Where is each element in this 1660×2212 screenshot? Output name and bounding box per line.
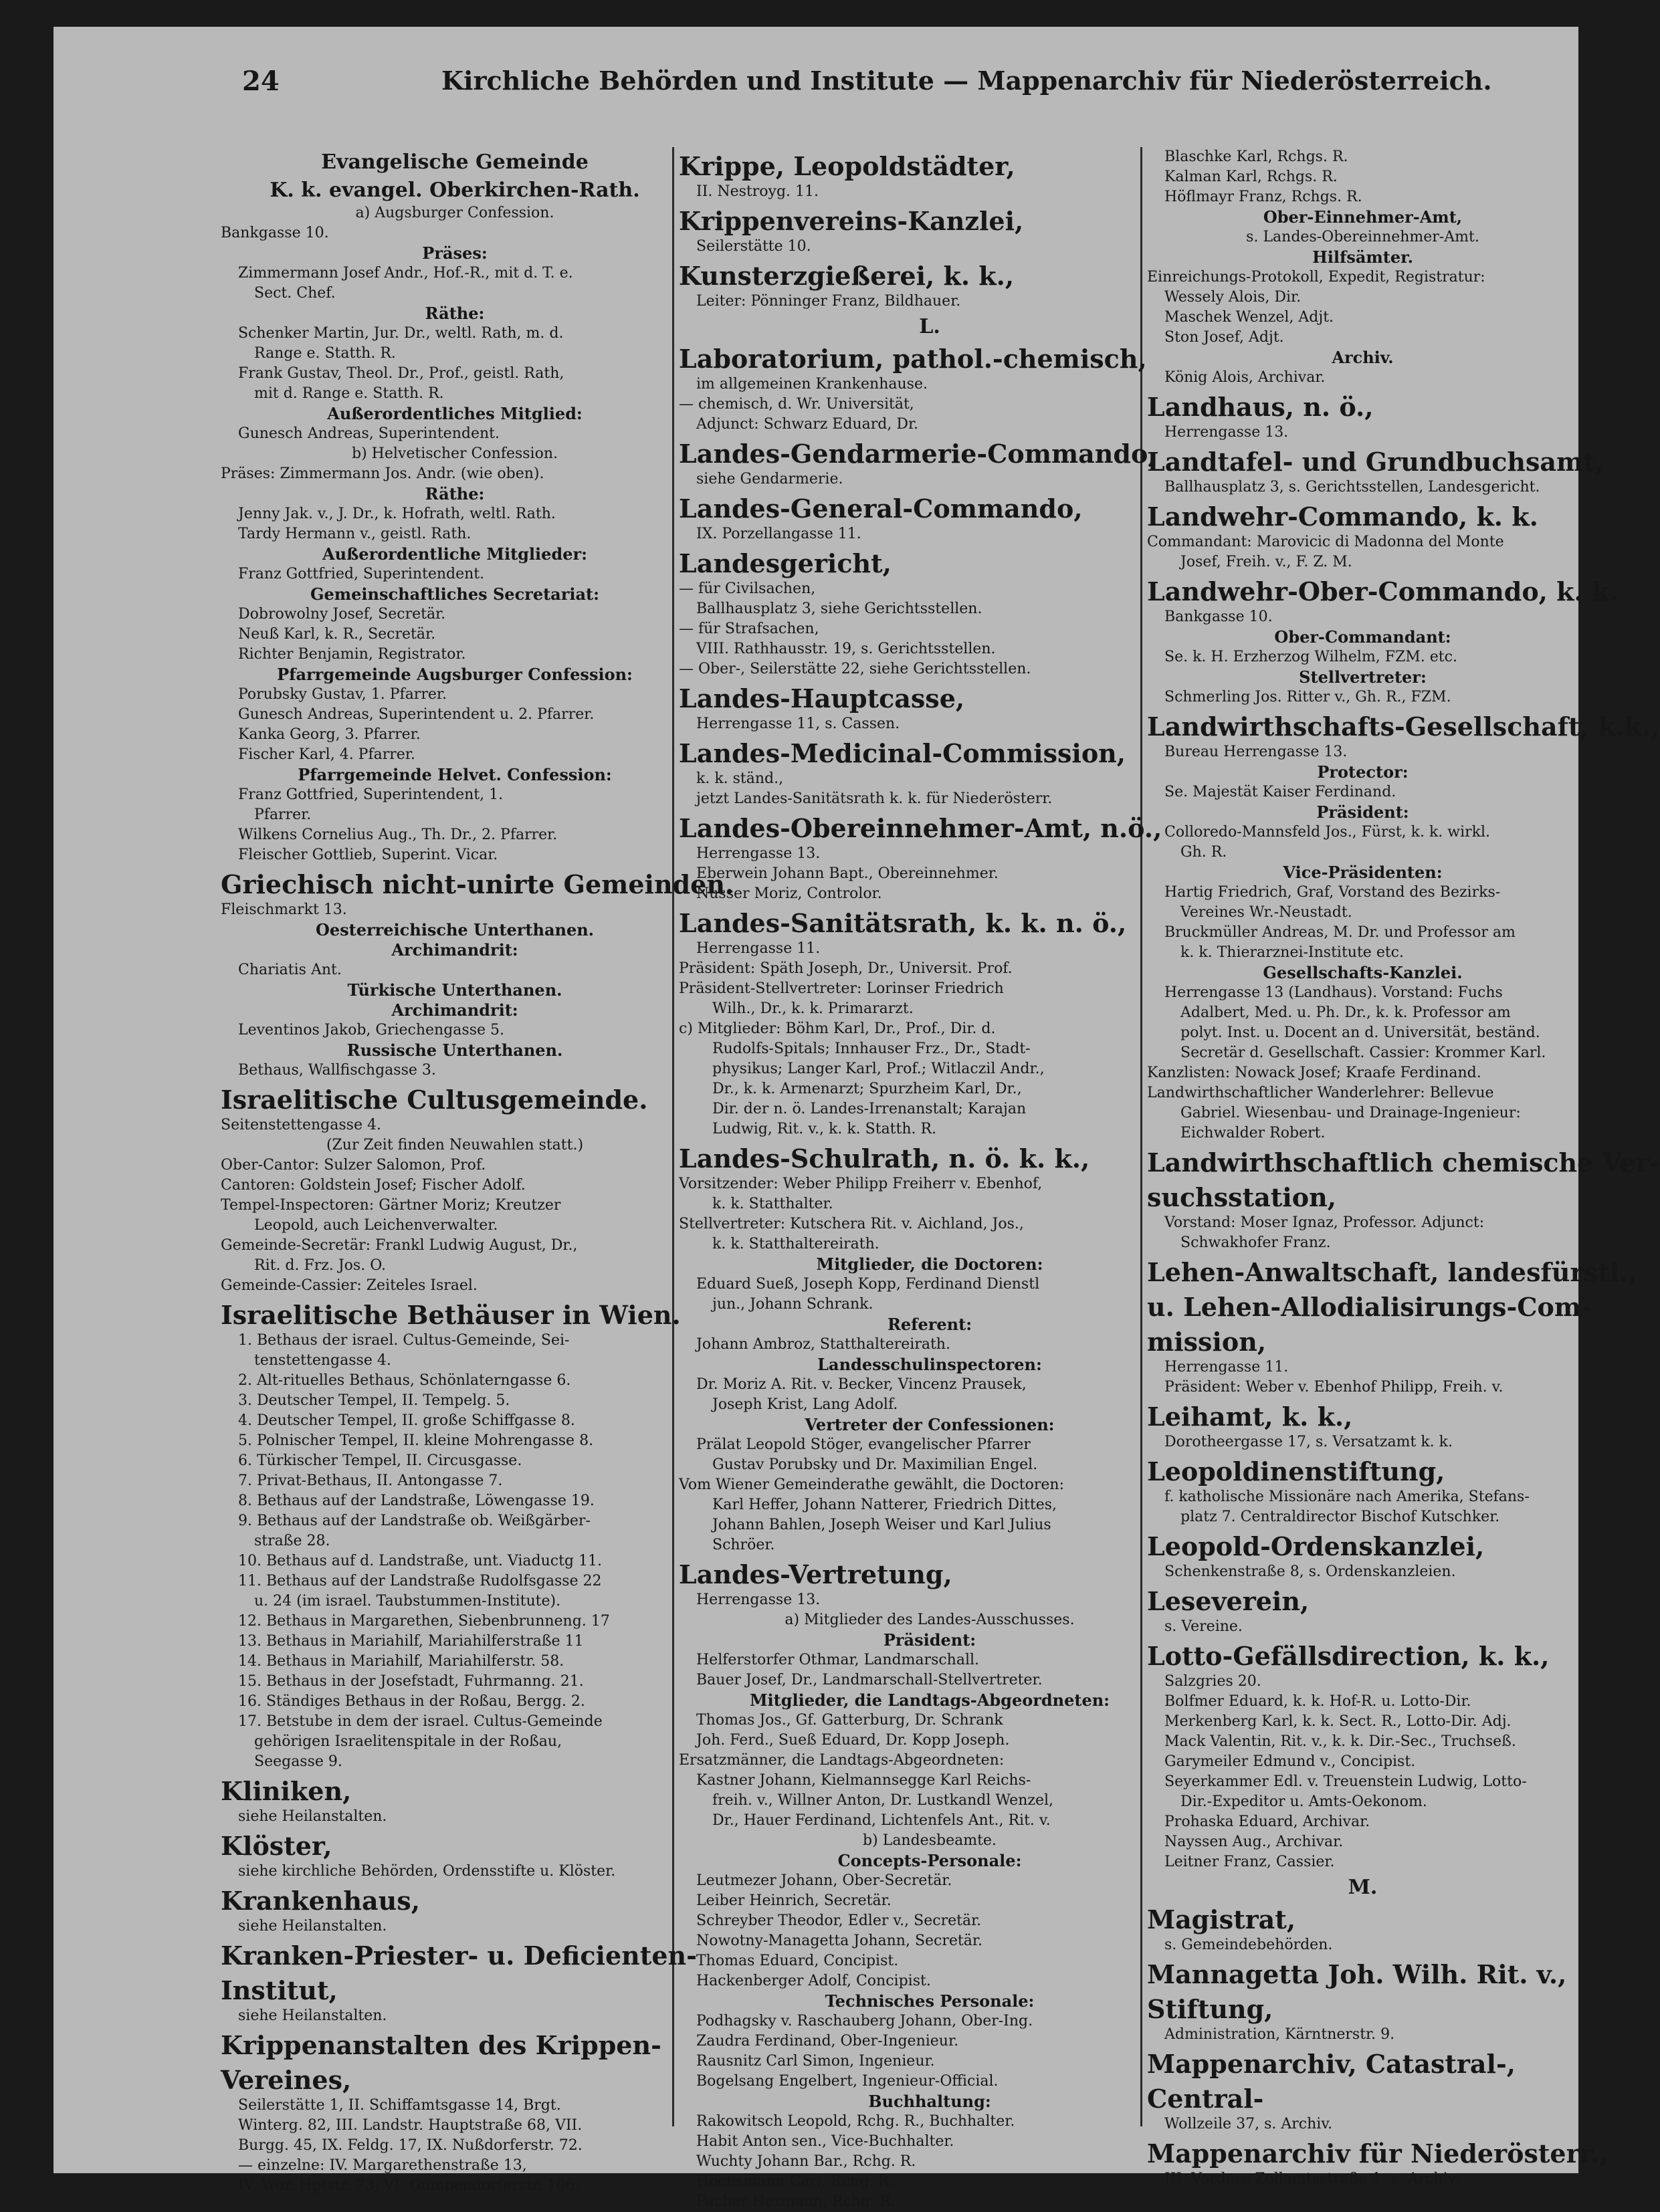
- entry-heading: u. Lehen-Allodialisirungs-Com-: [1147, 1292, 1592, 1322]
- entry-line: freih. v., Willner Anton, Dr. Lustkandl Wenzel,: [712, 1792, 1054, 1809]
- entry-heading: Pfarrgemeinde Augsburger Confession:: [277, 665, 633, 684]
- entry-line: platz 7. Centraldirector Bischof Kutschker.: [1180, 1509, 1500, 1525]
- entry-line: s. Gemeindebehörden.: [1164, 1937, 1333, 1953]
- entry-heading: Ober-Einnehmer-Amt,: [1263, 207, 1463, 227]
- entry-line: Seitenstettengasse 4.: [221, 1117, 381, 1133]
- entry-line: 6. Türkischer Tempel, II. Circusgasse.: [238, 1452, 522, 1469]
- entry-line: 2. Alt-rituelles Bethaus, Schönlaterngasse 6.: [238, 1372, 571, 1389]
- entry-line: Mack Valentin, Rit. v., k. k. Dir.-Sec., Truchseß.: [1164, 1733, 1516, 1750]
- entry-line: k. k. ständ.,: [696, 770, 784, 787]
- entry-line: 11. Bethaus auf der Landstraße Rudolfsgasse 22: [238, 1573, 602, 1589]
- entry-line: Dobrowolny Josef, Secretär.: [238, 606, 446, 623]
- entry-heading: Gesellschafts-Kanzlei.: [1263, 963, 1463, 982]
- entry-heading: Landesschulinspectoren:: [817, 1355, 1042, 1374]
- entry-line: Ersatzmänner, die Landtags-Abgeordneten:: [679, 1752, 1005, 1769]
- entry-heading: Stiftung,: [1147, 1994, 1273, 2024]
- entry-line: Höchsmann Carl, Rchg. R.: [696, 2173, 894, 2190]
- entry-line: Secretär d. Gesellschaft. Cassier: Krommer Karl.: [1180, 1044, 1546, 1061]
- entry-line: Range e. Statth. R.: [254, 345, 396, 362]
- entry-line: Josef, Freih. v., F. Z. M.: [1180, 554, 1352, 570]
- entry-line: Fischer Karl, 4. Pfarrer.: [238, 746, 415, 763]
- entry-line: Ballhausplatz 3, s. Gerichtsstellen, Landesgericht.: [1164, 479, 1540, 495]
- entry-heading: Concepts-Personale:: [837, 1851, 1022, 1870]
- entry-heading: Räthe:: [425, 484, 485, 504]
- entry-line: Herrengasse 11, s. Cassen.: [696, 715, 900, 732]
- entry-line: Commandant: Marovicic di Madonna del Monte: [1147, 534, 1504, 550]
- entry-line: Leitner Franz, Cassier.: [1164, 1854, 1335, 1870]
- entry-line: f. katholische Missionäre nach Amerika, Stefans-: [1164, 1488, 1530, 1505]
- entry-heading: Landhaus, n. ö.,: [1147, 392, 1374, 422]
- entry-line: Pacher Hermann, Rchg. R.: [696, 2193, 896, 2210]
- entry-heading: Leseverein,: [1147, 1586, 1310, 1616]
- entry-line: Wilkens Cornelius Aug., Th. Dr., 2. Pfarrer.: [238, 826, 558, 843]
- entry-line: k. k. Thierarznei-Institute etc.: [1180, 944, 1404, 961]
- entry-line: Schenkenstraße 8, s. Ordenskanzleien.: [1164, 1563, 1456, 1580]
- entry-line: Herrengasse 13 (Landhaus). Vorstand: Fuchs: [1164, 984, 1503, 1001]
- entry-line: polyt. Inst. u. Docent an d. Universität, beständ.: [1180, 1024, 1540, 1041]
- running-title: Kirchliche Behörden und Institute — Mappenarchiv für Niederösterreich.: [441, 66, 1492, 96]
- entry-line: — Ober-, Seilerstätte 22, siehe Gerichtsstellen.: [679, 661, 1031, 677]
- entry-heading: Außerordentliches Mitglied:: [327, 404, 583, 423]
- entry-line: — für Strafsachen,: [679, 621, 819, 637]
- entry-heading: Krippe, Leopoldstädter,: [679, 151, 1015, 181]
- entry-heading: Ober-Commandant:: [1274, 627, 1451, 647]
- entry-heading: Kranken-Priester- u. Deficienten-: [221, 1941, 697, 1971]
- entry-line: — einzelne: IV. Margarethenstraße 13,: [238, 2157, 527, 2174]
- entry-line: Ludwig, Rit. v., k. k. Statth. R.: [712, 1121, 937, 1137]
- entry-line: Leopold, auch Leichenverwalter.: [254, 1217, 498, 1234]
- entry-heading: suchsstation,: [1147, 1182, 1336, 1212]
- entry-line: siehe Heilanstalten.: [238, 1918, 387, 1934]
- entry-line: 14. Bethaus in Mariahilf, Mariahilferstr. 58.: [238, 1653, 564, 1670]
- entry-line: Podhagsky v. Raschauberg Johann, Ober-Ing.: [696, 2013, 1033, 2029]
- entry-line: 16. Ständiges Bethaus in der Roßau, Bergg. 2.: [238, 1693, 585, 1710]
- entry-heading: Archiv.: [1332, 348, 1394, 367]
- entry-heading: Kliniken,: [221, 1776, 352, 1806]
- entry-line: Leventinos Jakob, Griechengasse 5.: [238, 1022, 505, 1038]
- column-left: [221, 147, 734, 2194]
- entry-heading: L.: [919, 315, 940, 338]
- entry-line: Fleischer Gottlieb, Superint. Vicar.: [238, 847, 498, 863]
- entry-line: Rit. d. Frz. Jos. O.: [254, 1257, 386, 1274]
- entry-heading: Landes-Hauptcasse,: [679, 683, 965, 713]
- entry-line: — für Civilsachen,: [679, 580, 816, 597]
- entry-heading: Evangelische Gemeinde: [321, 150, 589, 174]
- entry-line: Schreyber Theodor, Edler v., Secretär.: [696, 1912, 982, 1929]
- entry-heading: Landes-Sanitätsrath, k. k. n. ö.,: [679, 908, 1127, 938]
- entry-heading: Mappenarchiv, Catastral-,: [1147, 2049, 1516, 2079]
- entry-heading: Krippenanstalten des Krippen-: [221, 2030, 661, 2060]
- entry-line: Helferstorfer Othmar, Landmarschall.: [696, 1652, 980, 1668]
- entry-heading: Präsident:: [883, 1630, 976, 1650]
- entry-heading: Landwirthschafts-Gesellschaft, k.k.,: [1147, 711, 1660, 742]
- page-number: 24: [242, 66, 280, 97]
- entry-line: II. Nestroyg. 11.: [696, 183, 819, 200]
- entry-line: Stellvertreter: Kutschera Rit. v. Aichland, Jos.,: [679, 1216, 1024, 1232]
- entry-heading: Pfarrgemeinde Helvet. Confession:: [298, 765, 612, 784]
- entry-line: IV. Wor. Hptstr. 73, VI. Gumpendorferstr. 106.: [238, 2177, 580, 2194]
- entry-heading: Mappenarchiv für Niederösterr.,: [1147, 2138, 1609, 2169]
- entry-line: siehe kirchliche Behörden, Ordensstifte u. Klöster.: [238, 1863, 616, 1880]
- entry-line: Burgg. 45, IX. Feldg. 17, IX. Nußdorferstr. 72.: [238, 2137, 583, 2154]
- entry-line: straße 28.: [254, 1533, 330, 1549]
- entry-heading: Präses:: [422, 243, 488, 263]
- entry-line: Porubsky Gustav, 1. Pfarrer.: [238, 686, 447, 703]
- entry-line: Gabriel. Wiesenbau- und Drainage-Ingenieur:: [1180, 1105, 1521, 1121]
- entry-line: Bolfmer Eduard, k. k. Hof-R. u. Lotto-Dir.: [1164, 1693, 1471, 1710]
- entry-line: k. k. Statthaltereirath.: [712, 1236, 879, 1252]
- entry-line: k. k. Statthalter.: [712, 1196, 833, 1212]
- entry-line: Dr. Moriz A. Rit. v. Becker, Vincenz Prausek,: [696, 1376, 1027, 1393]
- entry-heading: mission,: [1147, 1327, 1267, 1357]
- entry-line: 4. Deutscher Tempel, II. große Schiffgasse 8.: [238, 1412, 575, 1429]
- entry-line: Dorotheergasse 17, s. Versatzamt k. k.: [1164, 1434, 1453, 1450]
- entry-line: Chariatis Ant.: [238, 962, 342, 978]
- entry-line: Seilerstätte 10.: [696, 238, 811, 255]
- entry-line: Richter Benjamin, Registrator.: [238, 646, 466, 663]
- entry-line: b) Landesbeamte.: [863, 1832, 997, 1849]
- entry-line: Vereines Wr.-Neustadt.: [1180, 904, 1352, 921]
- entry-line: Eduard Sueß, Joseph Kopp, Ferdinand Dienstl: [696, 1276, 1040, 1293]
- entry-heading: Klöster,: [221, 1831, 332, 1861]
- entry-line: Herrengasse 11.: [696, 940, 821, 957]
- entry-heading: K. k. evangel. Oberkirchen-Rath.: [270, 179, 640, 202]
- entry-line: (Zur Zeit finden Neuwahlen statt.): [326, 1137, 584, 1153]
- entry-line: III. Vordere Zollamtsstraße 1, s. Archiv.: [1164, 2171, 1459, 2187]
- entry-line: Seilerstätte 1, II. Schiffamtsgasse 14, Brgt.: [238, 2097, 561, 2114]
- entry-line: Seegasse 9.: [254, 1753, 342, 1770]
- entry-line: Tempel-Inspectoren: Gärtner Moriz; Kreutzer: [221, 1197, 561, 1214]
- entry-line: b) Helvetischer Confession.: [352, 445, 558, 462]
- entry-line: 12. Bethaus in Margarethen, Siebenbrunneng. 17: [238, 1613, 610, 1630]
- entry-line: Habit Anton sen., Vice-Buchhalter.: [696, 2133, 954, 2150]
- entry-line: Seyerkammer Edl. v. Treuenstein Ludwig, Lotto-: [1164, 1773, 1527, 1790]
- entry-line: Nowotny-Managetta Johann, Secretär.: [696, 1932, 982, 1949]
- entry-heading: Vice-Präsidenten:: [1283, 863, 1443, 882]
- entry-line: Gunesch Andreas, Superintendent u. 2. Pfarrer.: [238, 706, 595, 723]
- entry-line: Wessely Alois, Dir.: [1164, 289, 1302, 306]
- entry-line: siehe Heilanstalten.: [238, 1808, 387, 1825]
- entry-line: Schröer.: [712, 1537, 775, 1553]
- entry-heading: Lehen-Anwaltschaft, landesfürstl.,: [1147, 1257, 1637, 1287]
- entry-line: Joseph Krist, Lang Adolf.: [712, 1396, 898, 1413]
- entry-line: Bauer Josef, Dr., Landmarschall-Stellvertreter.: [696, 1672, 1043, 1688]
- entry-line: Landwirthschaftlicher Wanderlehrer: Bellevue: [1147, 1085, 1494, 1101]
- entry-line: Prälat Leopold Stöger, evangelischer Pfarrer: [696, 1436, 1031, 1453]
- entry-line: 13. Bethaus in Mariahilf, Mariahilferstraße 11: [238, 1633, 584, 1650]
- entry-line: Garymeiler Edmund v., Concipist.: [1164, 1753, 1416, 1770]
- column-right: [1147, 147, 1660, 2187]
- entry-line: Nusser Moriz, Controlor.: [696, 885, 882, 902]
- entry-line: c) Mitglieder: Böhm Karl, Dr., Prof., Dir. d.: [679, 1020, 996, 1037]
- entry-line: siehe Heilanstalten.: [238, 2007, 387, 2024]
- entry-heading: Laboratorium, pathol.-chemisch,: [679, 344, 1147, 374]
- entry-line: Gemeinde-Cassier: Zeiteles Israel.: [221, 1277, 478, 1294]
- entry-line: Vom Wiener Gemeinderathe gewählt, die Doctoren:: [679, 1476, 1065, 1493]
- entry-heading: Landes-General-Commando,: [679, 493, 1083, 524]
- entry-line: Dir. der n. ö. Landes-Irrenanstalt; Karajan: [712, 1101, 1027, 1117]
- entry-line: tenstettengasse 4.: [254, 1352, 391, 1369]
- entry-line: Wuchty Johann Bar., Rchg. R.: [696, 2153, 916, 2170]
- entry-line: VIII. Rathhausstr. 19, s. Gerichtsstellen.: [696, 641, 996, 657]
- entry-line: Joh. Ferd., Sueß Eduard, Dr. Kopp Joseph.: [696, 1732, 1010, 1749]
- entry-line: Gemeinde-Secretär: Frankl Ludwig August, Dr.,: [221, 1237, 578, 1254]
- entry-line: Administration, Kärntnerstr. 9.: [1164, 2026, 1395, 2043]
- entry-line: Schenker Martin, Jur. Dr., weltl. Rath, m. d.: [238, 325, 564, 342]
- entry-line: siehe Gendarmerie.: [696, 471, 843, 487]
- entry-line: im allgemeinen Krankenhause.: [696, 376, 928, 393]
- entry-line: Johann Bahlen, Joseph Weiser und Karl Julius: [712, 1517, 1051, 1533]
- entry-heading: Griechisch nicht-unirte Gemeinden.: [221, 869, 734, 899]
- entry-line: Herrengasse 13.: [696, 845, 821, 862]
- entry-heading: Lotto-Gefällsdirection, k. k.,: [1147, 1641, 1550, 1671]
- entry-heading: Außerordentliche Mitglieder:: [322, 544, 587, 564]
- entry-line: a) Mitglieder des Landes-Ausschusses.: [785, 1612, 1075, 1628]
- entry-line: 3. Deutscher Tempel, II. Tempelg. 5.: [238, 1392, 510, 1409]
- entry-line: gehörigen Israelitenspitale in der Roßau,: [254, 1733, 562, 1750]
- entry-heading: Mitglieder, die Doctoren:: [816, 1254, 1043, 1274]
- entry-line: Ober-Cantor: Sulzer Salomon, Prof.: [221, 1157, 486, 1174]
- entry-line: Gustav Porubsky und Dr. Maximilian Engel.: [712, 1456, 1038, 1473]
- entry-heading: Mitglieder, die Landtags-Abgeordneten:: [749, 1690, 1110, 1710]
- entry-heading: Landes-Gendarmerie-Commando,: [679, 439, 1157, 469]
- entry-line: Bethaus, Wallfischgasse 3.: [238, 1062, 436, 1079]
- entry-line: Pfarrer.: [254, 806, 312, 823]
- entry-line: Zimmermann Josef Andr., Hof.-R., mit d. T. e.: [238, 265, 573, 282]
- entry-line: Rausnitz Carl Simon, Ingenieur.: [696, 2053, 935, 2070]
- entry-line: Dr., k. k. Armenarzt; Spurzheim Karl, Dr.,: [712, 1081, 1022, 1097]
- entry-line: Karl Heffer, Johann Natterer, Friedrich Dittes,: [712, 1497, 1057, 1513]
- entry-line: jetzt Landes-Sanitätsrath k. k. für Niederösterr.: [696, 790, 1053, 807]
- entry-line: Winterg. 82, III. Landstr. Hauptstraße 68, VII.: [238, 2117, 583, 2134]
- entry-line: Adjunct: Schwarz Eduard, Dr.: [696, 416, 919, 433]
- entry-line: Leiter: Pönninger Franz, Bildhauer.: [696, 293, 961, 310]
- entry-line: Zaudra Ferdinand, Ober-Ingenieur.: [696, 2033, 959, 2050]
- entry-line: Einreichungs-Protokoll, Expedit, Registratur:: [1147, 269, 1485, 286]
- entry-heading: Räthe:: [425, 304, 485, 323]
- entry-line: Eberwein Johann Bapt., Obereinnehmer.: [696, 865, 999, 882]
- entry-line: Hartig Friedrich, Graf, Vorstand des Bezirks-: [1164, 884, 1501, 901]
- entry-line: Leutmezer Johann, Ober-Secretär.: [696, 1872, 952, 1889]
- entry-line: Kanka Georg, 3. Pfarrer.: [238, 726, 421, 743]
- entry-line: Se. Majestät Kaiser Ferdinand.: [1164, 784, 1396, 800]
- entry-line: Fleischmarkt 13.: [221, 901, 347, 918]
- entry-line: Hackenberger Adolf, Concipist.: [696, 1973, 931, 1989]
- entry-line: Kanzlisten: Nowack Josef; Kraafe Ferdinand.: [1147, 1065, 1481, 1081]
- entry-line: Nayssen Aug., Archivar.: [1164, 1834, 1344, 1850]
- entry-line: Thomas Jos., Gf. Gatterburg, Dr. Schrank: [696, 1712, 1003, 1729]
- entry-line: Neuß Karl, k. R., Secretär.: [238, 626, 436, 643]
- entry-line: Dir.-Expeditor u. Amts-Oekonom.: [1180, 1793, 1427, 1810]
- entry-line: Adalbert, Med. u. Ph. Dr., k. k. Professor am: [1180, 1004, 1511, 1021]
- entry-heading: Mannagetta Joh. Wilh. Rit. v.,: [1147, 1959, 1567, 1989]
- entry-line: 7. Privat-Bethaus, II. Antongasse 7.: [238, 1472, 503, 1489]
- entry-line: 1. Bethaus der israel. Cultus-Gemeinde, Sei-: [238, 1332, 570, 1349]
- entry-line: u. 24 (im israel. Taubstummen-Institute).: [254, 1593, 561, 1610]
- entry-heading: Archimandrit:: [391, 940, 518, 960]
- entry-heading: Landes-Obereinnehmer-Amt, n.ö.,: [679, 813, 1162, 843]
- entry-heading: Oesterreichische Unterthanen.: [315, 920, 595, 939]
- book-page: [54, 27, 1660, 2210]
- entry-line: Bogelsang Engelbert, Ingenieur-Official.: [696, 2073, 999, 2090]
- entry-line: Höflmayr Franz, Rchgs. R.: [1164, 189, 1362, 205]
- entry-heading: M.: [1348, 1876, 1378, 1899]
- entry-line: Franz Gottfried, Superintendent, 1.: [238, 786, 504, 803]
- entry-heading: Krippenvereins-Kanzlei,: [679, 206, 1024, 236]
- entry-line: Bruckmüller Andreas, M. Dr. und Professor am: [1164, 924, 1516, 941]
- entry-heading: Hilfsämter.: [1312, 247, 1413, 267]
- entry-line: Salzgries 20.: [1164, 1673, 1261, 1690]
- entry-line: Schwakhofer Franz.: [1180, 1234, 1331, 1251]
- entry-heading: Kunsterzgießerei, k. k.,: [679, 261, 1015, 291]
- entry-line: Präses: Zimmermann Jos. Andr. (wie oben).: [221, 465, 544, 482]
- entry-heading: Krankenhaus,: [221, 1886, 420, 1916]
- entry-line: Cantoren: Goldstein Josef; Fischer Adolf.: [221, 1177, 526, 1194]
- entry-line: Herrengasse 13.: [696, 1591, 821, 1608]
- entry-heading: Landesgericht,: [679, 548, 892, 578]
- entry-line: Leiber Heinrich, Secretär.: [696, 1892, 892, 1909]
- entry-line: 8. Bethaus auf der Landstraße, Löwengasse 19.: [238, 1492, 595, 1509]
- entry-line: Rakowitsch Leopold, Rchg. R., Buchhalter.: [696, 2113, 1015, 2130]
- entry-line: Jenny Jak. v., J. Dr., k. Hofrath, weltl. Rath.: [238, 506, 556, 522]
- entry-line: mit d. Range e. Statth. R.: [254, 385, 444, 402]
- entry-line: 9. Bethaus auf der Landstraße ob. Weißgärber-: [238, 1513, 591, 1529]
- entry-heading: Referent:: [887, 1315, 972, 1334]
- entry-line: Präsident: Späth Joseph, Dr., Universit. Prof.: [679, 960, 1013, 977]
- entry-heading: Landwirthschaftlich chemische Ver-: [1147, 1147, 1660, 1178]
- entry-heading: Leopoldinenstiftung,: [1147, 1456, 1445, 1486]
- entry-line: Tardy Hermann v., geistl. Rath.: [238, 526, 472, 542]
- entry-line: — chemisch, d. Wr. Universität,: [679, 396, 914, 413]
- entry-heading: Israelitische Bethäuser in Wien.: [221, 1300, 681, 1330]
- entry-line: Johann Ambroz, Statthaltereirath.: [696, 1336, 950, 1353]
- entry-heading: Landtafel- und Grundbuchsamt,: [1147, 447, 1604, 477]
- entry-line: Frank Gustav, Theol. Dr., Prof., geistl. Rath,: [238, 365, 564, 382]
- entry-line: Se. k. H. Erzherzog Wilhelm, FZM. etc.: [1164, 649, 1457, 665]
- entry-line: Gunesch Andreas, Superintendent.: [238, 425, 500, 442]
- entry-heading: Gemeinschaftliches Secretariat:: [310, 584, 599, 604]
- entry-heading: Israelitische Cultusgemeinde.: [221, 1085, 648, 1115]
- column-middle: [679, 147, 1180, 2210]
- entry-line: Colloredo-Mannsfeld Jos., Fürst, k. k. wirkl.: [1164, 824, 1491, 841]
- entry-line: Vorsitzender: Weber Philipp Freiherr v. Ebenhof,: [679, 1176, 1043, 1192]
- entry-heading: Archimandrit:: [391, 1000, 518, 1020]
- entry-line: Bankgasse 10.: [1164, 609, 1273, 625]
- entry-line: König Alois, Archivar.: [1164, 369, 1326, 386]
- entry-heading: Türkische Unterthanen.: [347, 980, 562, 1000]
- entry-heading: Buchhaltung:: [868, 2092, 991, 2111]
- entry-line: Franz Gottfried, Superintendent.: [238, 566, 485, 582]
- entry-line: 10. Bethaus auf d. Landstraße, unt. Viaductg 11.: [238, 1553, 602, 1569]
- entry-line: Vorstand: Moser Ignaz, Professor. Adjunct:: [1164, 1214, 1485, 1231]
- entry-line: jun., Johann Schrank.: [712, 1296, 873, 1313]
- entry-line: Wollzeile 37, s. Archiv.: [1164, 2116, 1333, 2132]
- entry-heading: Landes-Medicinal-Commission,: [679, 738, 1126, 768]
- entry-line: Kastner Johann, Kielmannsegge Karl Reichs-: [696, 1772, 1031, 1789]
- entry-heading: Central-: [1147, 2084, 1264, 2114]
- entry-line: s. Vereine.: [1164, 1618, 1243, 1635]
- entry-line: 5. Polnischer Tempel, II. kleine Mohrengasse 8.: [238, 1432, 594, 1449]
- entry-line: Rudolfs-Spitals; Innhauser Frz., Dr., Stadt-: [712, 1040, 1031, 1057]
- entry-heading: Russische Unterthanen.: [346, 1040, 563, 1060]
- entry-heading: Protector:: [1317, 762, 1409, 782]
- entry-line: Bureau Herrengasse 13.: [1164, 744, 1348, 760]
- entry-heading: Magistrat,: [1147, 1904, 1296, 1934]
- entry-heading: Technisches Personale:: [825, 1991, 1035, 2011]
- entry-heading: Vertreter der Confessionen:: [805, 1415, 1055, 1434]
- entry-line: Herrengasse 13.: [1164, 424, 1289, 441]
- entry-heading: Landes-Vertretung,: [679, 1559, 952, 1589]
- entry-heading: Leopold-Ordenskanzlei,: [1147, 1531, 1485, 1561]
- entry-line: Präsident: Weber v. Ebenhof Philipp, Freih. v.: [1164, 1379, 1503, 1396]
- entry-heading: Präsident:: [1316, 802, 1409, 822]
- entry-line: Blaschke Karl, Rchgs. R.: [1164, 148, 1348, 165]
- entry-heading: Landes-Schulrath, n. ö. k. k.,: [679, 1143, 1090, 1174]
- entry-line: Ston Josef, Adjt.: [1164, 329, 1284, 346]
- entry-heading: Leihamt, k. k.,: [1147, 1402, 1353, 1432]
- entry-line: Maschek Wenzel, Adjt.: [1164, 309, 1334, 326]
- entry-heading: Landwehr-Commando, k. k.: [1147, 502, 1538, 532]
- entry-line: 15. Bethaus in der Josefstadt, Fuhrmanng. 21.: [238, 1673, 584, 1690]
- entry-heading: Stellvertreter:: [1299, 667, 1427, 687]
- entry-line: Wilh., Dr., k. k. Primararzt.: [712, 1000, 914, 1017]
- entry-line: Bankgasse 10.: [221, 225, 329, 241]
- entry-line: Prohaska Eduard, Archivar.: [1164, 1813, 1370, 1830]
- entry-line: Dr., Hauer Ferdinand, Lichtenfels Ant., Rit. v.: [712, 1812, 1051, 1829]
- entry-line: s. Landes-Obereinnehmer-Amt.: [1246, 229, 1479, 245]
- entry-heading: Institut,: [221, 1975, 338, 2005]
- entry-line: IX. Porzellangasse 11.: [696, 526, 861, 542]
- entry-line: a) Augsburger Confession.: [355, 205, 554, 221]
- entry-line: Gh. R.: [1180, 844, 1227, 861]
- entry-line: physikus; Langer Karl, Prof.; Witlaczil Andr.,: [712, 1061, 1045, 1077]
- entry-heading: Vereines,: [221, 2065, 352, 2095]
- entry-line: Sect. Chef.: [254, 285, 336, 302]
- entry-line: Thomas Eduard, Concipist.: [696, 1953, 899, 1969]
- entry-line: Merkenberg Karl, k. k. Sect. R., Lotto-Dir. Adj.: [1164, 1713, 1512, 1730]
- entry-line: Eichwalder Robert.: [1180, 1125, 1326, 1141]
- page-header: [54, 66, 1578, 126]
- entry-line: Ballhausplatz 3, siehe Gerichtsstellen.: [696, 600, 982, 617]
- entry-line: Kalman Karl, Rchgs. R.: [1164, 169, 1338, 185]
- entry-line: Schmerling Jos. Ritter v., Gh. R., FZM.: [1164, 689, 1451, 705]
- entry-line: Herrengasse 11.: [1164, 1359, 1289, 1375]
- entry-line: Präsident-Stellvertreter: Lorinser Friedrich: [679, 980, 1004, 997]
- entry-heading: Landwehr-Ober-Commando, k. k.: [1147, 576, 1619, 606]
- entry-line: 17. Betstube in dem der israel. Cultus-Gemeinde: [238, 1713, 603, 1730]
